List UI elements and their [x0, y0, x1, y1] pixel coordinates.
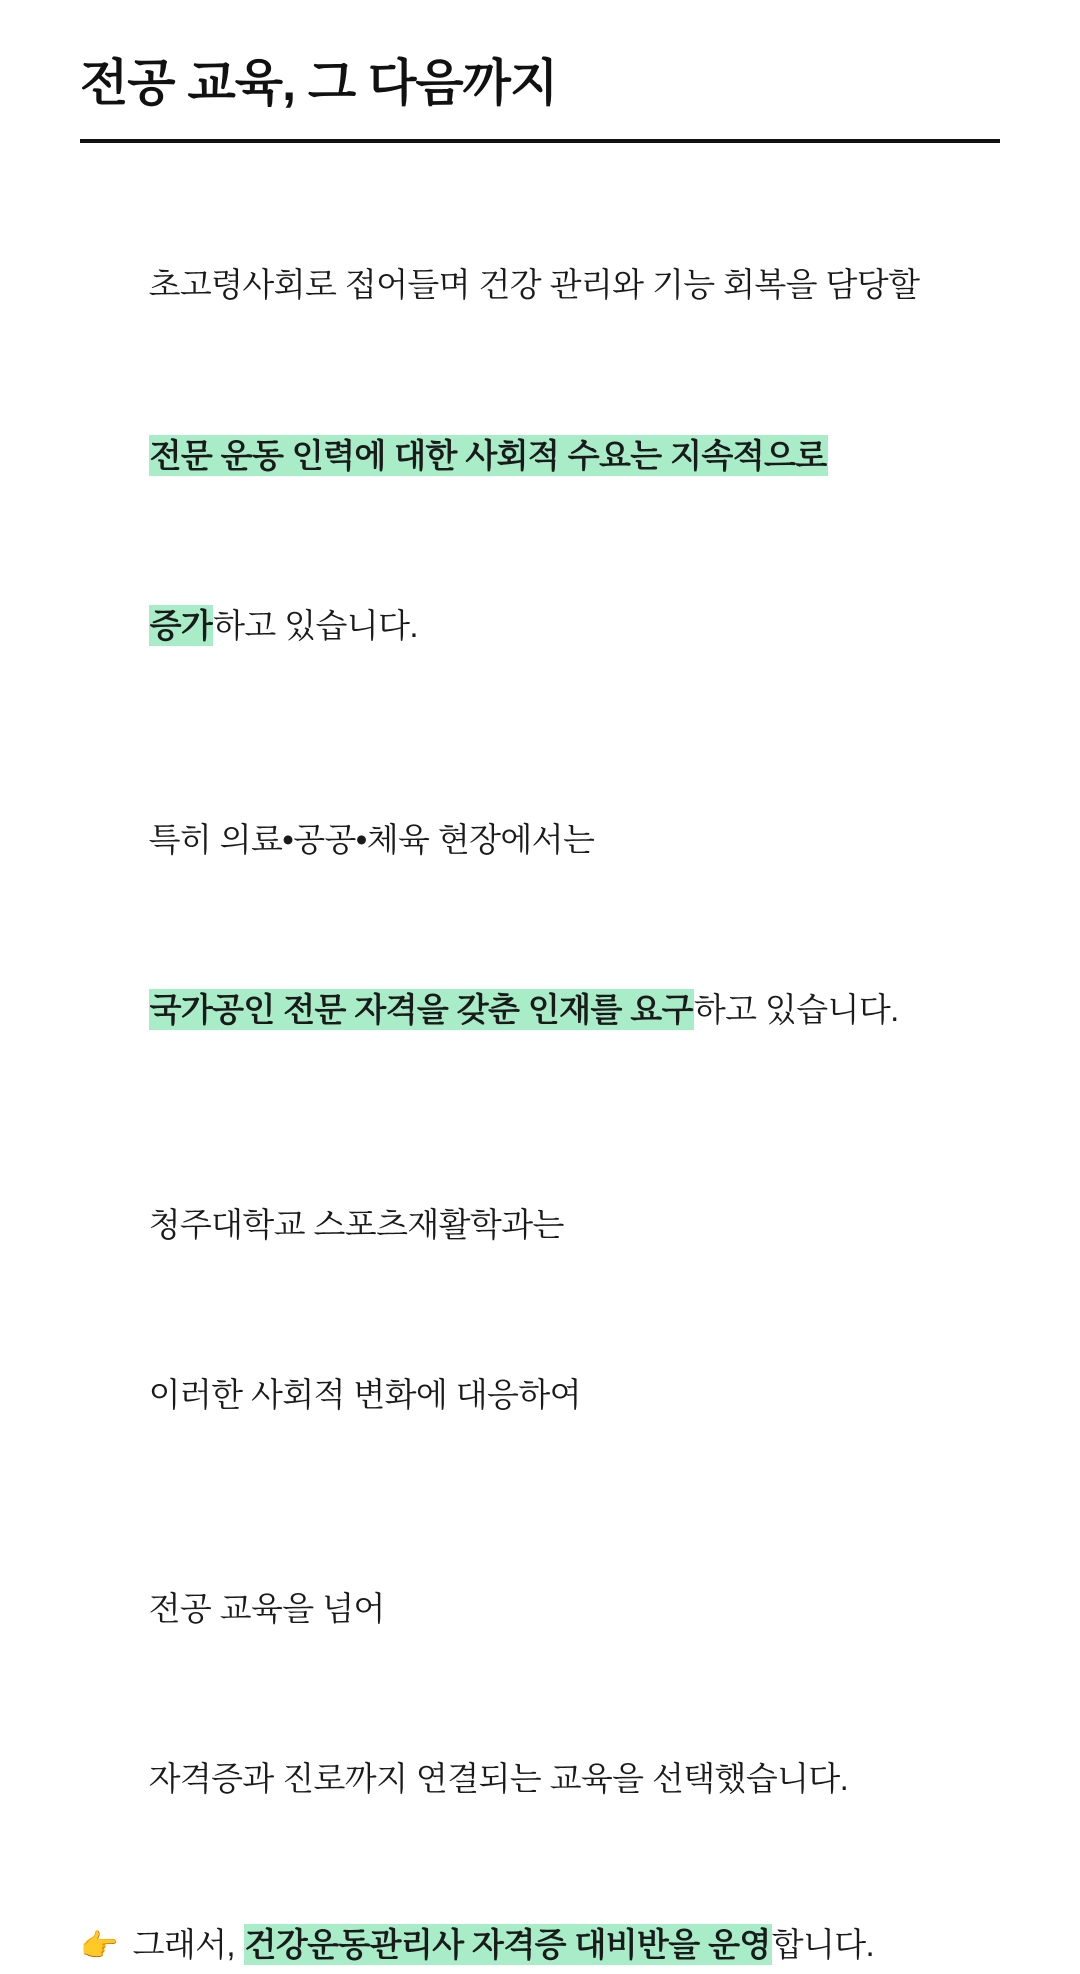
document-body	[80, 201, 1000, 1974]
page-title: 전공 교육, 그 다음까지	[80, 55, 558, 111]
highlighted-text: 건강운동관리사 자격증 대비반을 운영	[244, 1925, 771, 1963]
paragraph-4-line-2	[80, 1695, 1000, 1865]
paragraph-3	[80, 1140, 1000, 1481]
paragraph-1-line-1	[80, 201, 1000, 371]
paragraph-4	[80, 1524, 1000, 1865]
paragraph-1-line-3	[80, 541, 1000, 711]
highlighted-text: 전문 운동 인력에 대한 사회적 수요는 지속적으로	[149, 436, 827, 474]
paragraph-1	[80, 201, 1000, 712]
paragraph-3-line-1	[80, 1140, 1000, 1310]
paragraph-2-line-1	[80, 755, 1000, 925]
closing-statement-line	[80, 1917, 1000, 1974]
closing-statement	[80, 1917, 1000, 1974]
text-plain: 이러한 사회적 변화에 대응하여	[148, 1375, 581, 1413]
paragraph-1-line-2	[80, 371, 1000, 541]
text-plain: 합니다.	[771, 1925, 875, 1963]
pointing-hand-icon: 👉	[80, 1927, 118, 1963]
paragraph-4-line-1	[80, 1524, 1000, 1694]
text-plain: 초고령사회로 접어들며 건강 관리와 기능 회복을 담당할	[148, 266, 920, 304]
text-plain: 하고 있습니다.	[693, 991, 899, 1029]
highlighted-text: 국가공인 전문 자격을 갖춘 인재를 요구	[149, 991, 693, 1029]
text-plain: 자격증과 진로까지 연결되는 교육을 선택했습니다.	[148, 1760, 849, 1798]
highlighted-text: 증가	[149, 606, 213, 644]
paragraph-3-line-2	[80, 1310, 1000, 1480]
paragraph-2	[80, 755, 1000, 1096]
paragraph-2-line-2	[80, 926, 1000, 1096]
text-plain: 하고 있습니다.	[213, 606, 418, 644]
text-plain: 청주대학교 스포츠재활학과는	[148, 1205, 564, 1243]
text-plain: 그래서,	[124, 1925, 244, 1963]
title-divider	[80, 139, 1000, 143]
text-plain: 특히 의료•공공•체육 현장에서는	[148, 821, 595, 858]
text-plain: 전공 교육을 넘어	[148, 1590, 385, 1627]
